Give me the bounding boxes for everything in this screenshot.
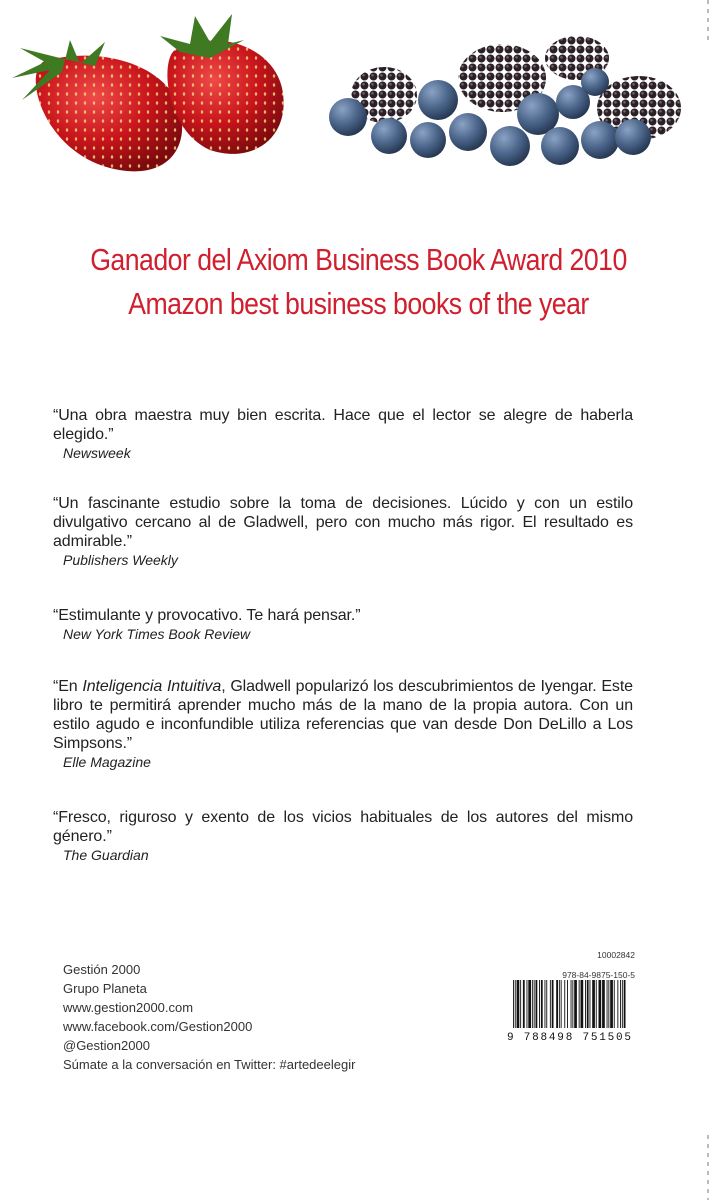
imprint-line: Grupo Planeta — [63, 981, 147, 996]
barcode-bar — [517, 980, 520, 1028]
barcode-bar — [523, 980, 525, 1028]
review-quote: “Una obra maestra muy bien escrita. Hace que el lector se alegre de haberla elegido.” — [53, 407, 633, 443]
barcode-bar — [536, 980, 538, 1028]
review-quote: “Un fascinante estudio sobre la toma de decisiones. Lúcido y con un estilo divulgativo cercano al de Gladwell, pero con mucho más rigor. El resultado es admirable.” — [53, 495, 633, 550]
barcode-bar — [620, 980, 621, 1028]
review-source: Newsweek — [63, 445, 131, 461]
barcode-bar — [608, 980, 609, 1028]
barcode-bar — [587, 980, 589, 1028]
book-title: Inteligencia Intuitiva — [82, 678, 222, 695]
barcode-bar — [610, 980, 613, 1028]
imprint-line: @Gestion2000 — [63, 1038, 150, 1053]
review-source: Elle Magazine — [63, 754, 151, 770]
barcode-digits: 9 788498 751505 — [507, 1032, 631, 1042]
review-nyt — [53, 606, 633, 644]
review-source: Publishers Weekly — [63, 552, 178, 568]
barcode-bar — [585, 980, 586, 1028]
barcode-bar — [520, 980, 521, 1028]
imprint-line: www.gestion2000.com — [63, 1000, 194, 1015]
barcode-bar — [590, 980, 591, 1028]
review-quote: “Fresco, riguroso y exento de los vicios habituales de los autores del mismo género.” — [53, 809, 633, 845]
quote-rest: , Gladwell popularizó los descubrimientos de Iyengar. Este libro te permitirá aprender mucho más de la mano de la propia autora. Con un estilo agudo e inconfundible utiliza referencias que van desde Don DeLillo a Los Simpsons.” — [53, 678, 633, 752]
barcode-bar — [596, 980, 597, 1028]
award-line-1: Ganador del Axiom Business Book Award 2010 — [90, 242, 627, 277]
barcode-bar — [571, 980, 572, 1028]
barcode-bar — [561, 980, 562, 1028]
barcode-bar — [539, 980, 540, 1028]
barcode-bar — [546, 980, 547, 1028]
barcode-bar — [534, 980, 535, 1028]
review-source: The Guardian — [63, 847, 149, 863]
barcode-bar — [541, 980, 543, 1028]
barcode-bar — [528, 980, 531, 1028]
barcode-bar — [622, 980, 623, 1028]
award-headline — [50, 238, 667, 326]
imprint-line: Gestión 2000 — [63, 962, 141, 977]
barcode-bar — [564, 980, 565, 1028]
barcode-bar — [552, 980, 554, 1028]
crop-mark — [707, 0, 709, 40]
barcode-bar — [599, 980, 602, 1028]
product-code: 10002842 — [597, 950, 635, 960]
quote-open: “En — [53, 678, 83, 695]
imprint-line: www.facebook.com/Gestion2000 — [63, 1019, 253, 1034]
review-quote — [53, 677, 633, 753]
barcode-block — [505, 950, 635, 1047]
barcode-bar — [581, 980, 584, 1028]
review-elle — [53, 677, 633, 772]
imprint-line: Súmate a la conversación en Twitter: #artedeelegir — [63, 1057, 356, 1072]
barcode-bar — [574, 980, 577, 1028]
barcode-bar — [602, 980, 605, 1028]
barcode-bar — [614, 980, 615, 1028]
barcode-bar — [550, 980, 551, 1028]
barcode-bar — [527, 980, 528, 1028]
crop-mark — [707, 1135, 709, 1200]
review-publishers-weekly — [53, 494, 633, 570]
barcode-bar — [579, 980, 580, 1028]
publisher-imprint — [63, 960, 355, 1074]
review-newsweek — [53, 406, 633, 463]
strawberry-left — [12, 40, 182, 171]
barcode-bar — [559, 980, 560, 1028]
fruit-illustration — [0, 0, 717, 200]
review-source: New York Times Book Review — [63, 626, 251, 642]
review-quote: “Estimulante y provocativo. Te hará pensar.” — [53, 607, 361, 624]
isbn-text: 978-84-9875-150-5 — [562, 970, 635, 980]
barcode-bar — [592, 980, 595, 1028]
barcode-bar — [532, 980, 533, 1028]
barcode-bar — [545, 980, 546, 1028]
barcode — [505, 980, 635, 1042]
barcode-bar — [617, 980, 618, 1028]
barcode-bar — [572, 980, 573, 1028]
barcode-bar — [607, 980, 608, 1028]
barcode-bar — [624, 980, 626, 1028]
review-guardian — [53, 808, 633, 865]
barcode-bar — [513, 980, 514, 1028]
barcode-bar — [567, 980, 568, 1028]
barcode-bar — [515, 980, 516, 1028]
barcode-bar — [556, 980, 558, 1028]
award-line-2: Amazon best business books of the year — [128, 286, 589, 321]
